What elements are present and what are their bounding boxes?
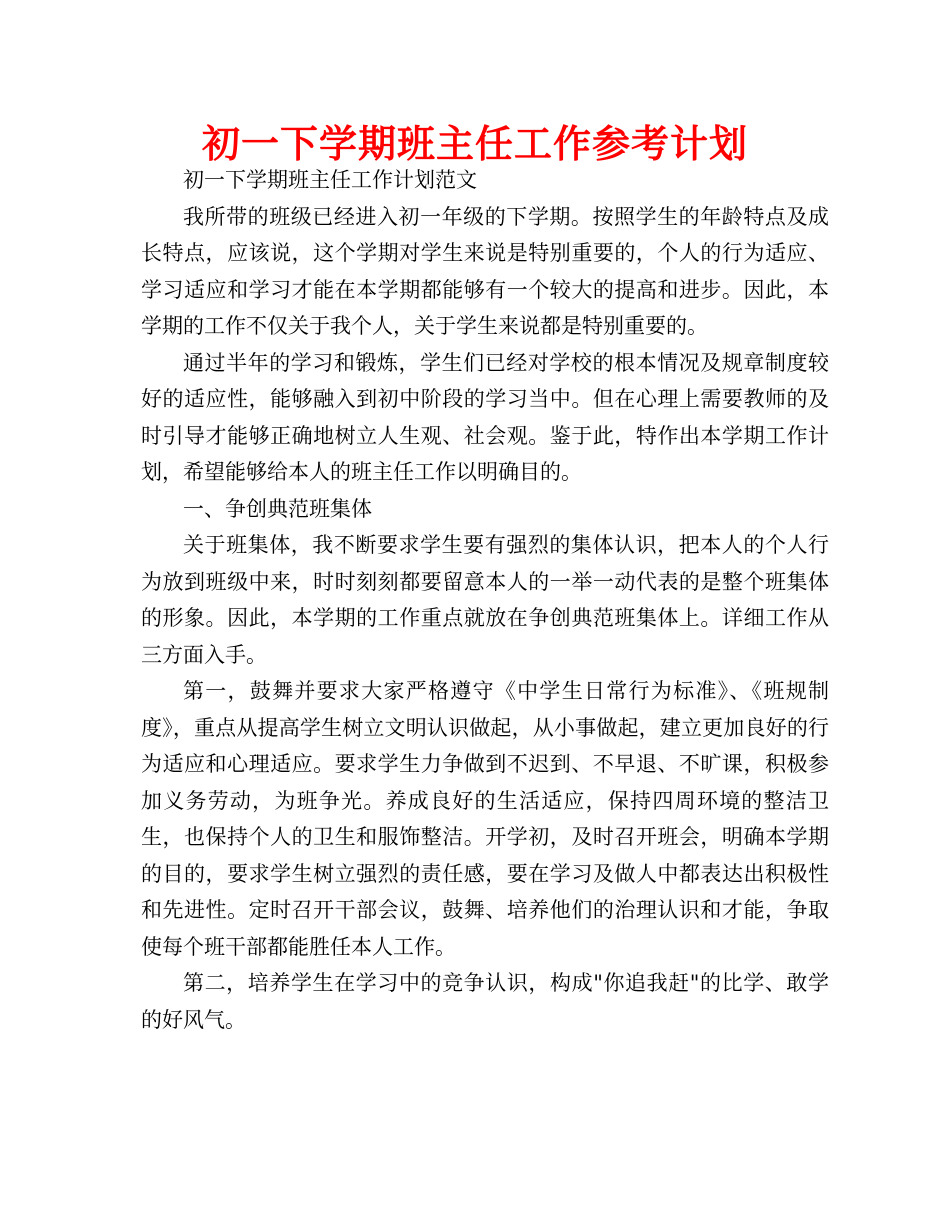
paragraph-collective: 关于班集体，我不断要求学生要有强烈的集体认识，把本人的个人行为放到班级中来，时时刻刻都要留意本人的一举一动代表的是整个班集体的形象。因此，本学期的工作重点就放在争创典范班集体上。详细工作从三方面入手。 [141,533,829,667]
section-heading-1: 一、争创典范班集体 [183,496,372,521]
document-title: 初一下学期班主任工作参考计划 [201,122,748,166]
paragraph-second-point: 第二，培养学生在学习中的竞争认识，构成"你追我赶"的比学、敢学的好风气。 [141,971,829,1032]
document-body [141,162,829,1038]
paragraph-intro: 我所带的班级已经进入初一年级的下学期。按照学生的年龄特点及成长特点，应该说，这个学期对学生来说是特别重要的，个人的行为适应、学习适应和学习才能在本学期都能够有一个较大的提高和进步。因此，本学期的工作不仅关于我个人，关于学生来说都是特别重要的。 [141,204,829,338]
paragraph-subtitle: 初一下学期班主任工作计划范文 [183,168,477,192]
paragraph-background: 通过半年的学习和锻炼，学生们已经对学校的根本情况及规章制度较好的适应性，能够融入到初中阶段的学习当中。但在心理上需要教师的及时引导才能够正确地树立人生观、社会观。鉴于此，特作出本学期工作计划，希望能够给本人的班主任工作以明确目的。 [141,350,829,484]
paragraph-first-point: 第一，鼓舞并要求大家严格遵守《中学生日常行为标准》、《班规制度》，重点从提高学生树立文明认识做起，从小事做起，建立更加良好的行为适应和心理适应。要求学生力争做到不迟到、不早退、不旷课，积极参加义务劳动，为班争光。养成良好的生活适应，保持四周环境的整洁卫生，也保持个人的卫生和服饰整洁。开学初，及时召开班会，明确本学期的目的，要求学生树立强烈的责任感，要在学习及做人中都表达出积极性和先进性。定时召开干部会议，鼓舞、培养他们的治理认识和才能，争取使每个班干部都能胜任本人工作。 [141,679,829,959]
